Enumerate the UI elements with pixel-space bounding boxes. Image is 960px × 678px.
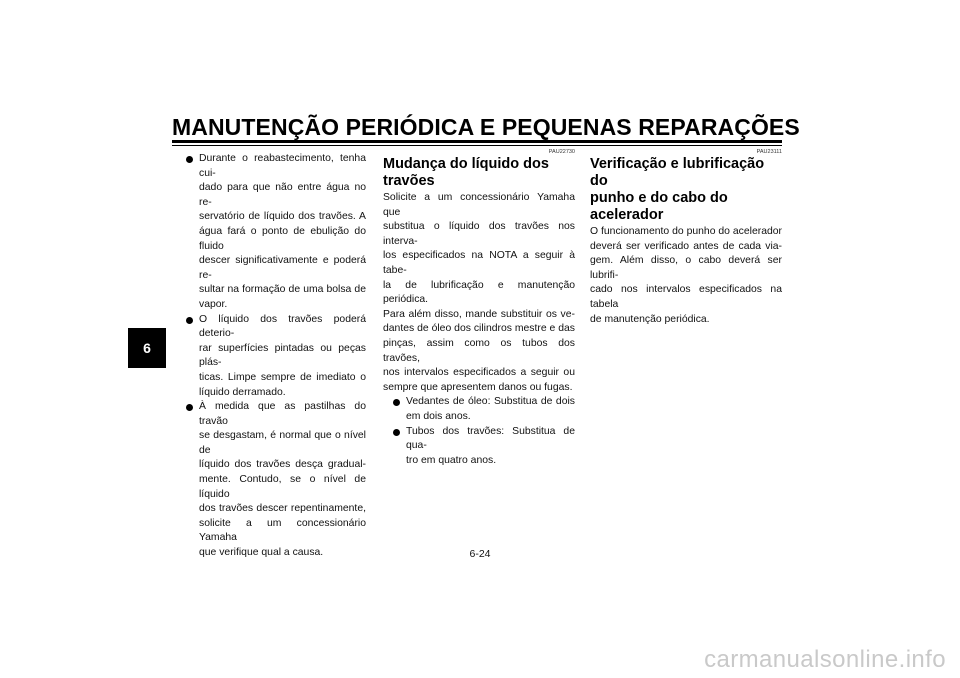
bullet-item [186, 152, 366, 313]
column-3 [590, 149, 782, 327]
section-title [590, 156, 782, 224]
text-line: se desgastam, é normal que o nível de [199, 430, 366, 456]
text-line: descer significativamente e poderá re- [199, 255, 366, 281]
text-line: em dois anos. [406, 410, 471, 422]
sub-bullet-list [393, 395, 575, 468]
text-line: substitua o líquido dos travões nos interva- [383, 221, 575, 247]
bullet-text [199, 152, 366, 313]
text-line: ticas. Limpe sempre de imediato o [199, 371, 366, 383]
text-line: Para além disso, mande substituir os ve- [383, 308, 575, 320]
text-line: À medida que as pastilhas do travão [199, 401, 366, 427]
text-line: dado para que não entre água no re- [199, 182, 366, 208]
bullet-dot-icon [393, 399, 400, 406]
bullet-text [406, 425, 575, 469]
text-line: dos travões descer repentinamente, [199, 503, 366, 515]
text-line: tro em quatro anos. [406, 454, 497, 466]
section-title-line: Verificação e lubrificação do [590, 156, 765, 189]
text-line: vapor. [199, 298, 228, 310]
text-line: los especificados na NOTA a seguir à tabe- [383, 250, 575, 276]
watermark: carmanualsonline.info [704, 646, 946, 673]
text-line: Solicite a um concessionário Yamaha que [383, 192, 575, 218]
text-line: líquido dos travões desça gradual- [199, 459, 366, 471]
bullet-item [393, 395, 575, 424]
text-line: solicite a um concessionário Yamaha [199, 517, 366, 544]
section-title: Mudança do líquido dos travões [383, 156, 549, 189]
text-line: O líquido dos travões poderá deterio- [199, 313, 366, 340]
column-2 [383, 149, 575, 468]
bullet-text [406, 395, 575, 424]
header-rule [172, 140, 782, 143]
text-line: sultar na formação de uma bolsa de [199, 284, 366, 296]
page-header-title: MANUTENÇÃO PERIÓDICA E PEQUENAS REPARAÇÕES [172, 114, 800, 140]
text-line: líquido derramado. [199, 386, 286, 398]
header-rule-thin [172, 145, 782, 146]
text-line: pinças, assim como os tubos dos travões, [383, 337, 575, 364]
text-line: servatório de líquido dos travões. A [199, 211, 366, 223]
text-line: nos intervalos especificados a seguir ou [383, 367, 575, 379]
section-paragraph [383, 191, 575, 395]
text-line: Durante o reabastecimento, tenha cui- [199, 153, 366, 179]
text-line: Vedantes de óleo: Substitua de dois [406, 396, 575, 408]
column-1 [186, 152, 366, 561]
text-line: água fará o ponto de ebulição do fluido [199, 225, 366, 252]
text-line: sempre que apresentem danos ou fugas. [383, 381, 573, 393]
bullet-text [199, 400, 366, 561]
text-line: de manutenção periódica. [590, 313, 710, 325]
text-line: Tubos dos travões: Substitua de qua- [406, 425, 575, 452]
section-code: PAU23111 [756, 149, 782, 155]
bullet-dot-icon [186, 404, 193, 411]
bullet-dot-icon [186, 317, 193, 324]
page-number: 6-24 [469, 548, 491, 560]
bullet-dot-icon [186, 156, 193, 163]
text-line: rar superfícies pintadas ou peças plás- [199, 342, 366, 369]
text-line: dantes de óleo dos cilindros mestre e das [383, 323, 575, 335]
bullet-item [186, 400, 366, 561]
text-line: O funcionamento do punho do acelerador [590, 226, 782, 237]
bullet-item [186, 313, 366, 401]
chapter-tab: 6 [128, 328, 166, 368]
section-code: PAU22730 [548, 149, 575, 155]
bullet-item [393, 425, 575, 469]
text-line: la de lubrificação e manutenção periódica. [383, 279, 575, 306]
text-line: cado nos intervalos especificados na tabela [590, 284, 782, 310]
text-line: gem. Além disso, o cabo deverá ser lubrifi- [590, 255, 782, 281]
text-line: que verifique qual a causa. [199, 547, 324, 559]
text-line: deverá ser verificado antes de cada via- [590, 240, 782, 252]
text-line: mente. Contudo, se o nível de líquido [199, 474, 366, 500]
section-paragraph [590, 225, 782, 327]
bullet-text [199, 313, 366, 401]
section-title-line: punho e do cabo do acelerador [590, 190, 728, 223]
bullet-dot-icon [393, 429, 400, 436]
